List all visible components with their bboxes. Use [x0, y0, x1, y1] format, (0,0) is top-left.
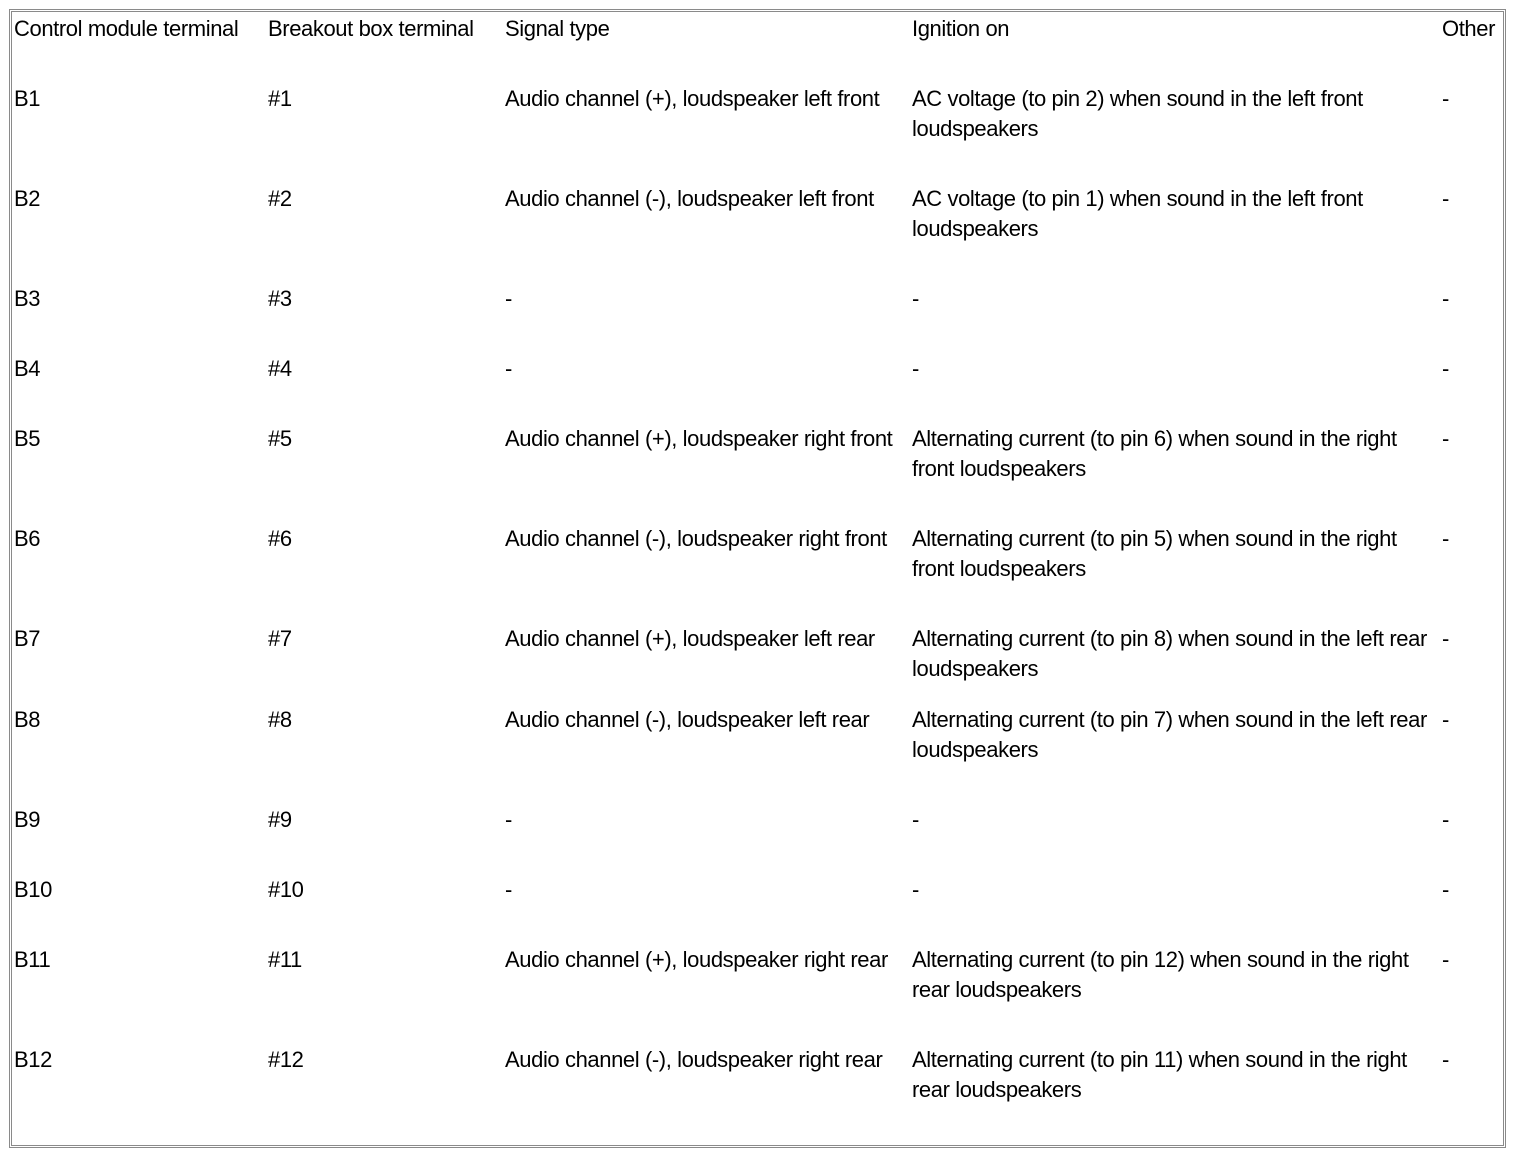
- cell-other: -: [1442, 426, 1449, 451]
- cell-ignition-on: -: [912, 877, 919, 902]
- cell-breakout-terminal: #1: [268, 86, 292, 111]
- cell-control-terminal: B9: [14, 807, 41, 832]
- cell-signal-type: Audio channel (-), loudspeaker right front: [505, 526, 887, 551]
- cell-control-terminal: B8: [14, 707, 41, 732]
- cell-control-terminal: B12: [14, 1047, 52, 1072]
- cell-breakout-terminal: #6: [268, 526, 292, 551]
- cell-breakout-terminal: #4: [268, 356, 292, 381]
- cell-other: -: [1442, 877, 1449, 902]
- cell-ignition-on: AC voltage (to pin 1) when sound in the left front loudspeakers: [912, 186, 1363, 241]
- cell-other: -: [1442, 1047, 1449, 1072]
- cell-ignition-on: -: [912, 356, 919, 381]
- table-row: [14, 524, 1504, 624]
- cell-ignition-on: Alternating current (to pin 6) when sound in the right front loudspeakers: [912, 426, 1397, 481]
- cell-ignition-on: Alternating current (to pin 5) when sound in the right front loudspeakers: [912, 526, 1397, 581]
- header-other: Other: [1442, 16, 1496, 41]
- header-signal-type: Signal type: [505, 16, 610, 41]
- cell-breakout-terminal: #7: [268, 626, 292, 651]
- cell-other: -: [1442, 526, 1449, 551]
- cell-breakout-terminal: #5: [268, 426, 292, 451]
- cell-signal-type: Audio channel (+), loudspeaker right rear: [505, 947, 888, 972]
- cell-other: -: [1442, 86, 1449, 111]
- cell-signal-type: Audio channel (+), loudspeaker left rear: [505, 626, 875, 651]
- cell-signal-type: Audio channel (+), loudspeaker right front: [505, 426, 893, 451]
- cell-control-terminal: B5: [14, 426, 41, 451]
- header-control-module-terminal: Control module terminal: [14, 16, 239, 41]
- cell-signal-type: -: [505, 356, 512, 381]
- cell-control-terminal: B4: [14, 356, 41, 381]
- cell-ignition-on: Alternating current (to pin 8) when sound in the left rear loudspeakers: [912, 626, 1427, 681]
- cell-other: -: [1442, 707, 1449, 732]
- cell-signal-type: Audio channel (+), loudspeaker left front: [505, 86, 880, 111]
- cell-ignition-on: -: [912, 286, 919, 311]
- cell-breakout-terminal: #9: [268, 807, 292, 832]
- cell-other: -: [1442, 186, 1449, 211]
- cell-breakout-terminal: #12: [268, 1047, 304, 1072]
- cell-control-terminal: B1: [14, 86, 41, 111]
- table-row: [14, 184, 1504, 284]
- cell-signal-type: Audio channel (-), loudspeaker right rear: [505, 1047, 883, 1072]
- header-ignition-on: Ignition on: [912, 16, 1010, 41]
- cell-control-terminal: B10: [14, 877, 52, 902]
- cell-other: -: [1442, 286, 1449, 311]
- cell-other: -: [1442, 947, 1449, 972]
- cell-control-terminal: B2: [14, 186, 41, 211]
- terminal-table: [14, 14, 1504, 1145]
- table-row: [14, 945, 1504, 1045]
- cell-breakout-terminal: #11: [268, 947, 302, 972]
- table-row: [14, 424, 1504, 524]
- cell-other: -: [1442, 807, 1449, 832]
- cell-signal-type: -: [505, 807, 512, 832]
- cell-breakout-terminal: #10: [268, 877, 304, 902]
- cell-ignition-on: Alternating current (to pin 12) when sound in the right rear loudspeakers: [912, 947, 1409, 1002]
- cell-control-terminal: B3: [14, 286, 41, 311]
- table-row: [14, 624, 1504, 705]
- cell-ignition-on: Alternating current (to pin 11) when sound in the right rear loudspeakers: [912, 1047, 1407, 1102]
- table-row: [14, 805, 1504, 875]
- cell-breakout-terminal: #8: [268, 707, 292, 732]
- cell-signal-type: Audio channel (-), loudspeaker left rear: [505, 707, 870, 732]
- cell-control-terminal: B7: [14, 626, 41, 651]
- cell-ignition-on: AC voltage (to pin 2) when sound in the left front loudspeakers: [912, 86, 1363, 141]
- table-row: [14, 1045, 1504, 1145]
- cell-signal-type: -: [505, 286, 512, 311]
- table-row: [14, 284, 1504, 354]
- table-row: [14, 705, 1504, 805]
- table-row: [14, 354, 1504, 424]
- table-row: [14, 84, 1504, 184]
- cell-breakout-terminal: #2: [268, 186, 292, 211]
- cell-control-terminal: B11: [14, 947, 51, 972]
- table-header-row: [14, 14, 1504, 84]
- cell-signal-type: Audio channel (-), loudspeaker left front: [505, 186, 874, 211]
- cell-ignition-on: -: [912, 807, 919, 832]
- cell-other: -: [1442, 356, 1449, 381]
- table-row: [14, 875, 1504, 945]
- cell-control-terminal: B6: [14, 526, 41, 551]
- cell-breakout-terminal: #3: [268, 286, 292, 311]
- cell-other: -: [1442, 626, 1449, 651]
- cell-signal-type: -: [505, 877, 512, 902]
- header-breakout-box-terminal: Breakout box terminal: [268, 16, 474, 41]
- cell-ignition-on: Alternating current (to pin 7) when sound in the left rear loudspeakers: [912, 707, 1427, 762]
